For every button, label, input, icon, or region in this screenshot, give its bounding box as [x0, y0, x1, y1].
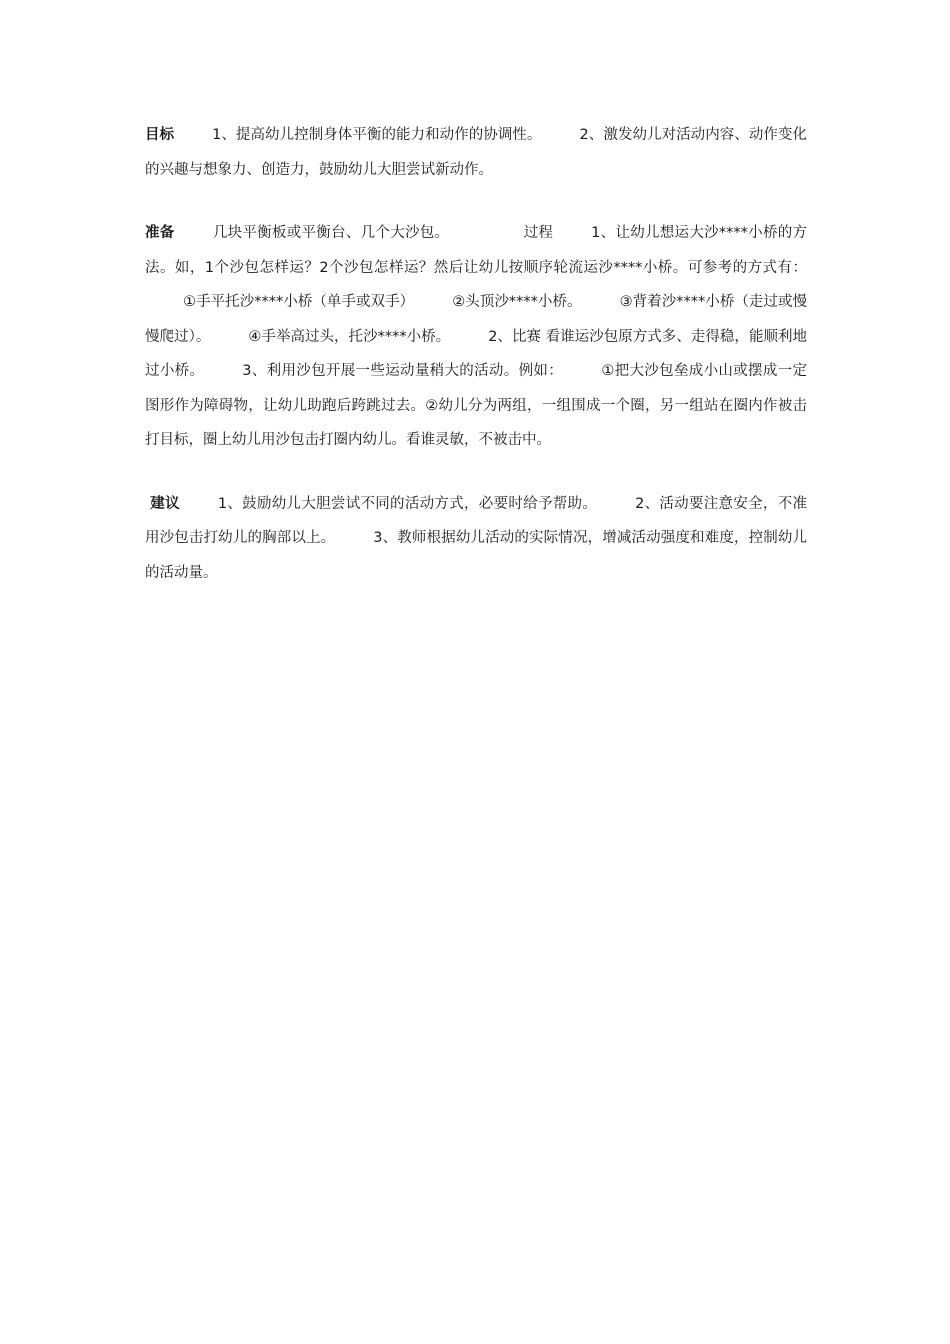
- advice-paragraph: [145, 487, 807, 591]
- process-step-1: 1、让幼儿想运大沙****小桥的方法。如，1个沙包怎样运？2个沙包怎样运？然后让幼儿按顺序轮流运沙****小桥。可参考的方式有：: [145, 225, 808, 276]
- goal-item-1: 1、提高幼儿控制身体平衡的能力和动作的协调性。: [212, 127, 542, 143]
- advice-item-2: 2、活动要注意安全，不准用沙包击打幼儿的胸部以上。: [145, 495, 807, 546]
- process-step-2: 2、比赛 看谁运沙包原方式多、走得稳，能顺利地过小桥。: [145, 328, 808, 379]
- method-2: ②头顶沙****小桥。: [452, 294, 582, 310]
- advice-label: 建议: [150, 495, 180, 512]
- prep-label: 准备: [145, 225, 175, 241]
- document-body: [145, 118, 807, 619]
- goal-item-2: 2、激发幼儿对活动内容、动作变化的兴趣与想象力、创造力，鼓励幼儿大胆尝试新动作。: [145, 127, 808, 178]
- goal-paragraph: [145, 118, 807, 187]
- activity-1: ①把大沙包垒成小山或摆成一定图形作为障碍物，让幼儿助跑后跨跳过去。: [145, 363, 807, 414]
- process-step-3: 3、利用沙包开展一些运动量稍大的活动。例如：: [242, 363, 564, 379]
- process-label: 过程: [523, 225, 554, 241]
- advice-item-1: 1、鼓励幼儿大胆尝试不同的活动方式，必要时给予帮助。: [217, 495, 598, 512]
- method-1: ①手平托沙****小桥（单手或双手）: [183, 294, 415, 310]
- activity-2: ②幼儿分为两组，一组围成一个圈，另一组站在圈内作被击打目标，圈上幼儿用沙包击打圈内幼儿。看谁灵敏，不被击中。: [145, 397, 807, 448]
- goal-label: 目标: [145, 127, 175, 143]
- method-4: ④手举高过头，托沙****小桥。: [248, 328, 451, 345]
- prep-paragraph: [145, 216, 807, 458]
- advice-item-3: 3、教师根据幼儿活动的实际情况，增减活动强度和难度，控制幼儿的活动量。: [145, 530, 808, 581]
- method-3: ③背着沙****小桥（走过或慢慢爬过）。: [145, 294, 808, 345]
- prep-text: 几块平衡板或平衡台、几个大沙包。: [212, 225, 450, 241]
